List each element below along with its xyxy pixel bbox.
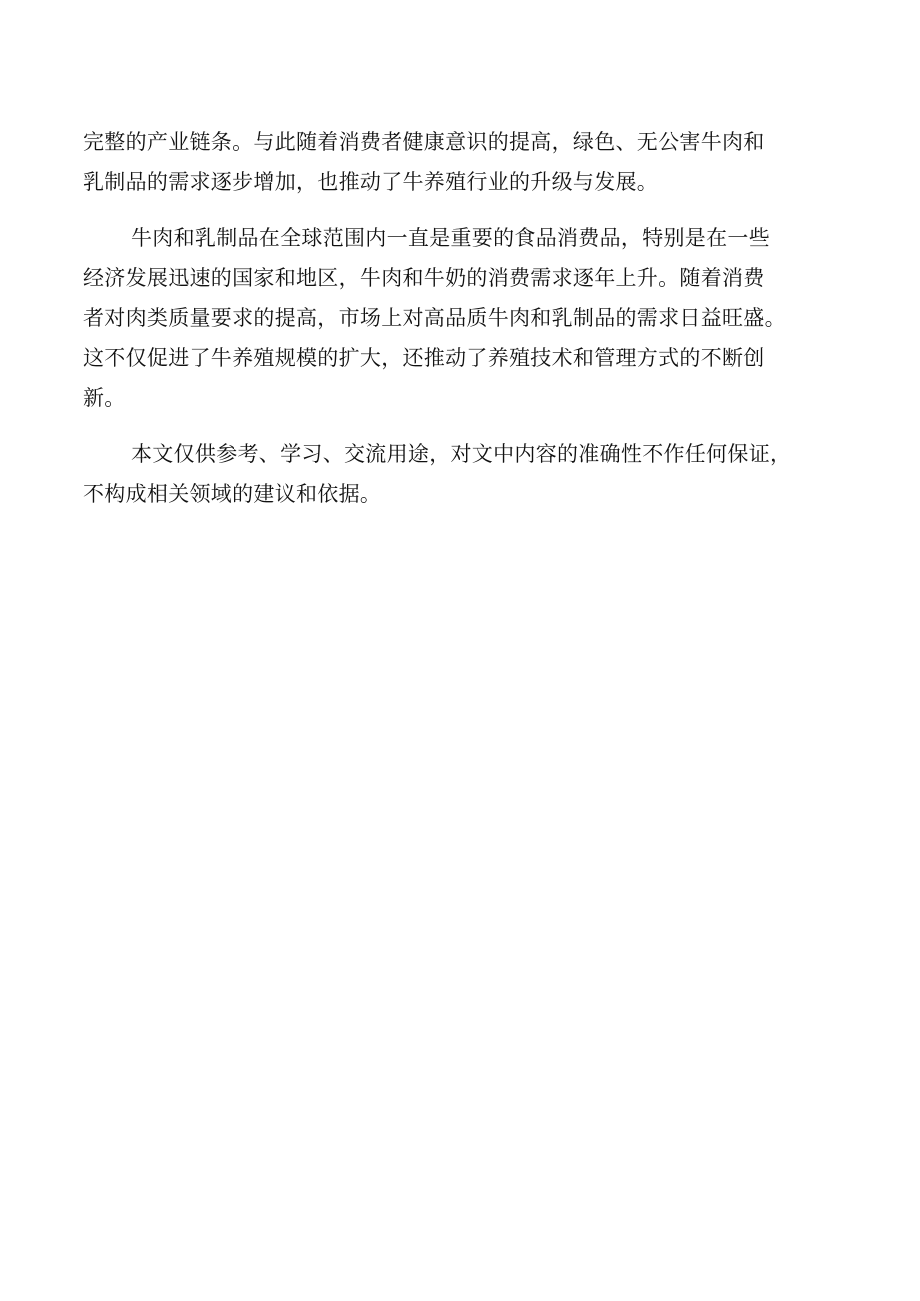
paragraph-line: 不构成相关领域的建议和依据。	[83, 482, 382, 506]
paragraph-line: 牛肉和乳制品在全球范围内一直是重要的食品消费品，特别是在一些	[131, 226, 770, 250]
paragraph-line: 者对肉类质量要求的提高，市场上对高品质牛肉和乳制品的需求日益旺盛。	[83, 306, 786, 330]
paragraph-line: 这不仅促进了牛养殖规模的扩大，还推动了养殖技术和管理方式的不断创	[83, 346, 765, 370]
paragraph-line: 本文仅供参考、学习、交流用途，对文中内容的准确性不作任何保证，	[131, 442, 792, 466]
paragraph-line: 新。	[83, 386, 126, 410]
paragraph-line: 经济发展迅速的国家和地区，牛肉和牛奶的消费需求逐年上升。随着消费	[83, 266, 765, 290]
paragraph-2	[83, 218, 843, 418]
paragraph-1	[83, 122, 843, 202]
document-body	[83, 122, 843, 514]
paragraph-3	[83, 434, 843, 514]
paragraph-spacer	[83, 202, 843, 218]
paragraph-line: 乳制品的需求逐步增加，也推动了牛养殖行业的升级与发展。	[83, 170, 659, 194]
paragraph-line: 完整的产业链条。与此随着消费者健康意识的提高，绿色、无公害牛肉和	[83, 130, 765, 154]
paragraph-spacer	[83, 418, 843, 434]
